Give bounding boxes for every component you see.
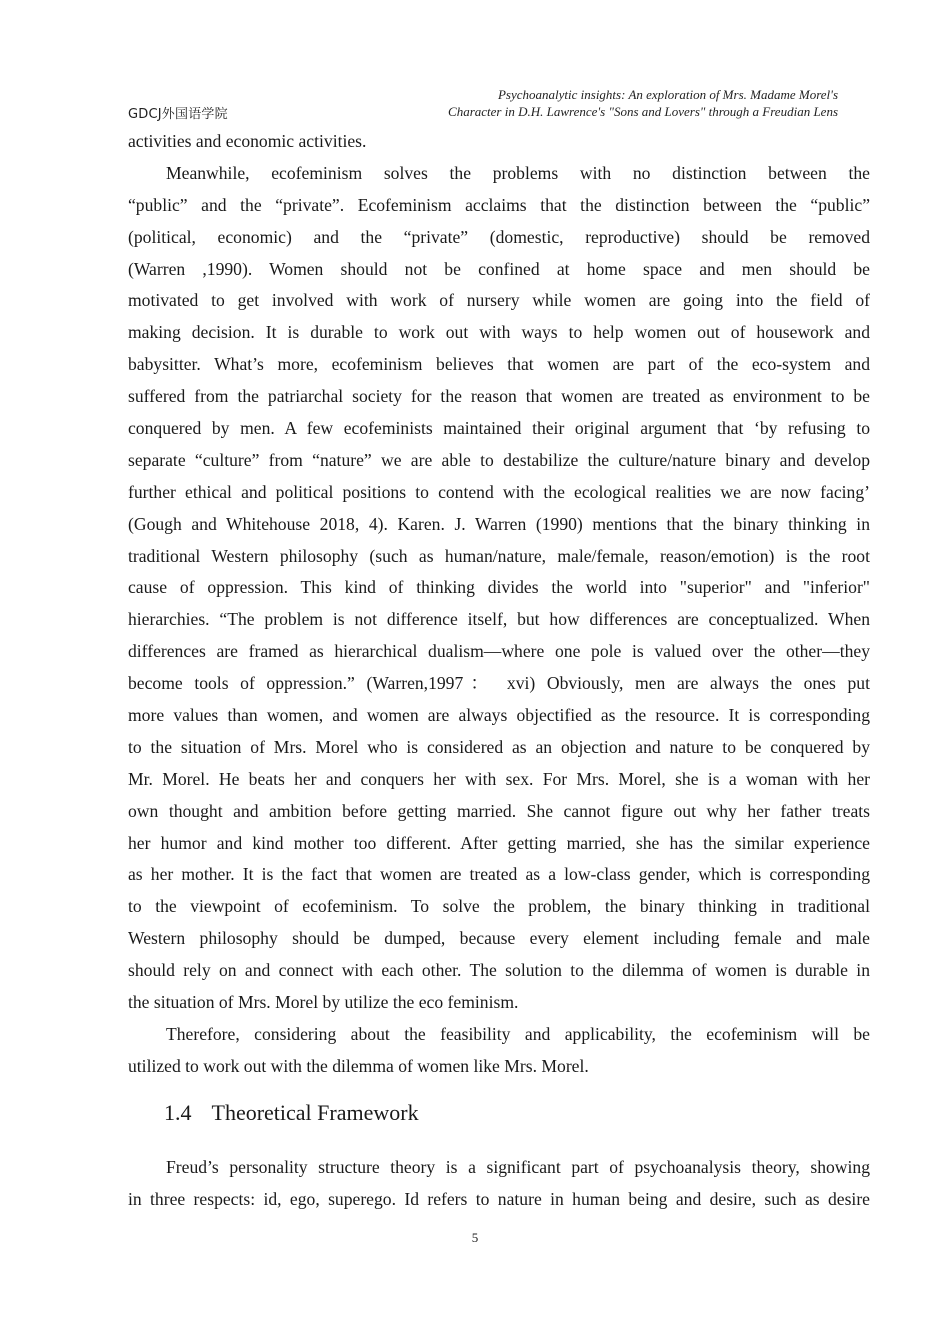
text-line: more values than women, and women are always objectified as the resource. It is corresponding: [128, 705, 870, 726]
section-body-text: [128, 1152, 870, 1216]
text-line: become tools of oppression.” (Warren,1997： xvi) Obviously, men are always the ones put: [128, 673, 870, 694]
header-institution: GDCJ外国语学院: [128, 107, 228, 122]
text-line: to the viewpoint of ecofeminism. To solve the problem, the binary thinking in traditional: [128, 896, 870, 917]
text-line: traditional Western philosophy (such as human/nature, male/female, reason/emotion) is the root: [128, 545, 870, 566]
text-line: the situation of Mrs. Morel by utilize the eco feminism.: [128, 992, 519, 1013]
text-line: motivated to get involved with work of nursery while women are going into the field of: [128, 290, 870, 311]
text-line: in three respects: id, ego, superego. Id refers to nature in human being and desire, such as desire: [128, 1188, 870, 1209]
text-line: Meanwhile, ecofeminism solves the problems with no distinction between the: [166, 162, 870, 183]
text-line: activities and economic activities.: [128, 131, 367, 151]
text-line: own thought and ambition before getting married. She cannot figure out why her father treats: [128, 800, 870, 821]
text-line: her humor and kind mother too different. After getting married, she has the similar experience: [128, 832, 870, 853]
text-line: suffered from the patriarchal society for the reason that women are treated as environment to be: [128, 386, 870, 407]
running-header-title: [368, 86, 838, 120]
body-text: [128, 126, 870, 1083]
running-header-line: Character in D.H. Lawrence's "Sons and Lovers" through a Freudian Lens: [448, 104, 838, 119]
running-header-line: Psychoanalytic insights: An exploration of Mrs. Madame Morel's: [497, 87, 838, 102]
text-line: should rely on and connect with each other. The solution to the dilemma of women is durable in: [128, 960, 870, 981]
text-line: utilized to work out with the dilemma of women like Mrs. Morel.: [128, 1055, 589, 1076]
text-line: as her mother. It is the fact that women are treated as a low-class gender, which is corresponding: [128, 864, 870, 885]
text-line: (Gough and Whitehouse 2018, 4). Karen. J. Warren (1990) mentions that the binary thinking in: [128, 513, 870, 534]
text-line: (political, economic) and the “private” (domestic, reproductive) should be removed: [128, 226, 870, 247]
text-line: (Warren ,1990). Women should not be confined at home space and men should be: [128, 258, 870, 279]
text-line: separate “culture” from “nature” we are able to destabilize the culture/nature binary and develop: [128, 449, 870, 470]
text-line: Western philosophy should be dumped, because every element including female and male: [128, 928, 870, 949]
section-heading: [164, 1098, 419, 1128]
section-title: Theoretical Framework: [211, 1100, 419, 1125]
text-line: differences are framed as hierarchical dualism—where one pole is valued over the other—they: [128, 641, 870, 662]
text-line: Therefore, considering about the feasibility and applicability, the ecofeminism will be: [166, 1023, 870, 1044]
text-line: hierarchies. “The problem is not difference itself, but how differences are conceptualized. When: [128, 609, 870, 630]
text-line: Mr. Morel. He beats her and conquers her with sex. For Mrs. Morel, she is a woman with her: [128, 768, 870, 789]
text-line: cause of oppression. This kind of thinking divides the world into "superior" and "inferior": [128, 577, 870, 598]
text-line: babysitter. What’s more, ecofeminism believes that women are part of the eco-system and: [128, 354, 870, 375]
text-line: “public” and the “private”. Ecofeminism acclaims that the distinction between the “public”: [128, 194, 870, 215]
text-line: further ethical and political positions to contend with the ecological realities we are now facing’: [128, 481, 870, 502]
text-line: to the situation of Mrs. Morel who is considered as an objection and nature to be conquered by: [128, 736, 870, 757]
page-number: 5: [471, 1230, 479, 1245]
text-line: Freud’s personality structure theory is a significant part of psychoanalysis theory, showing: [166, 1157, 870, 1177]
text-line: conquered by men. A few ecofeminists maintained their original argument that ‘by refusing to: [128, 418, 870, 439]
section-number: 1.4: [164, 1100, 192, 1125]
text-line: making decision. It is durable to work out with ways to help women out of housework and: [128, 322, 870, 343]
